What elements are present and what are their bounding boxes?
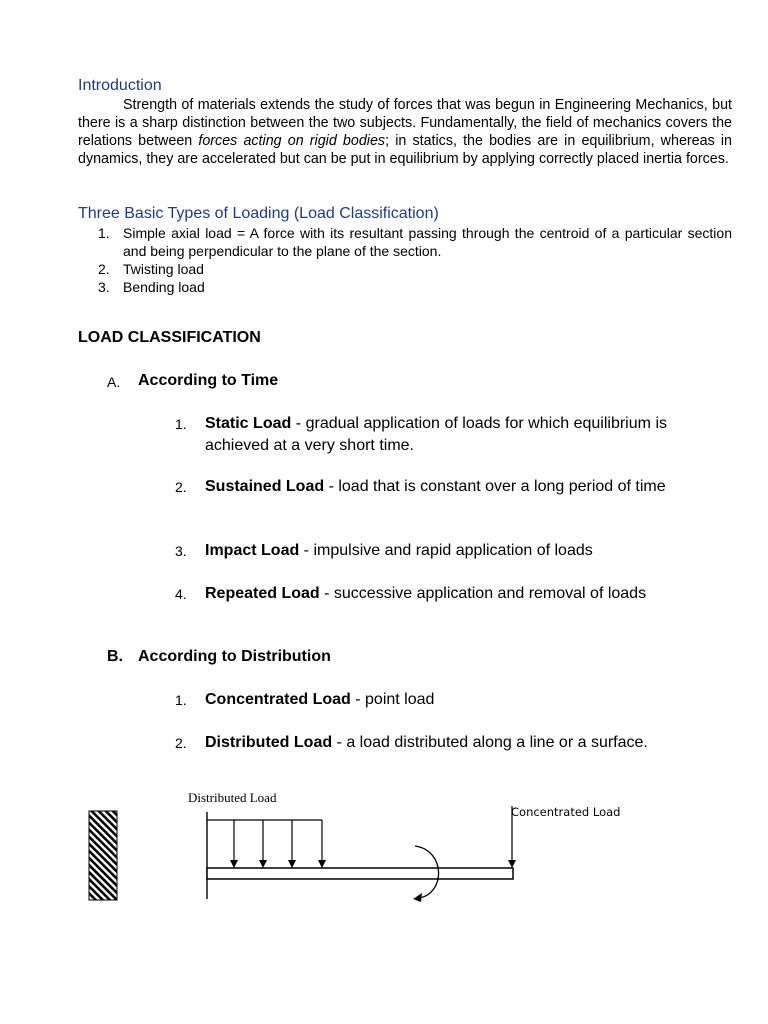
item-number: 2. bbox=[175, 479, 187, 495]
item-description: - impulsive and rapid application of loads bbox=[299, 542, 593, 559]
item-term: Sustained Load bbox=[205, 478, 325, 495]
intro-text-part1: Strength of materials extends the study of forces that was begun in Engineering Mechanics, but there is a sharp distinction between the two subjects. Fundamentally, the field of mechanics covers the relations between bbox=[78, 97, 732, 149]
beam bbox=[207, 868, 513, 879]
item-description: - point load bbox=[350, 691, 435, 708]
item-description: - load that is constant over a long period of time bbox=[324, 478, 666, 495]
item-description: - a load distributed along a line or a surface. bbox=[332, 734, 648, 751]
item-number: 3. bbox=[175, 543, 187, 559]
list-number: 2. bbox=[98, 261, 110, 277]
section-a-letter: A. bbox=[107, 374, 121, 390]
concentrated-load-label: Concentrated Load bbox=[511, 805, 621, 819]
wall-support bbox=[89, 811, 117, 900]
intro-text-italic: forces acting on rigid bodies bbox=[198, 133, 386, 149]
intro-text-part2: ; in statics, the bodies are in equilibrium, whereas in dynamics, they are accelerated but can be put in equilibrium by applying correctly placed inertia forces. bbox=[78, 133, 732, 167]
list-number: 1. bbox=[98, 225, 110, 241]
load-classification-title: LOAD CLASSIFICATION bbox=[78, 329, 261, 346]
section-b-letter: B. bbox=[107, 648, 123, 665]
item-description: - gradual application of loads for which equilibrium is achieved at a very short time. bbox=[205, 415, 667, 454]
item-term: Concentrated Load bbox=[205, 691, 351, 708]
section-b-title: According to Distribution bbox=[138, 648, 331, 665]
distributed-load-arrows bbox=[230, 820, 326, 868]
item-term: Distributed Load bbox=[205, 734, 333, 751]
item-number: 4. bbox=[175, 586, 187, 602]
concentrated-load-arrow bbox=[508, 806, 516, 868]
list-text: Bending load bbox=[123, 279, 205, 295]
section-a-title: According to Time bbox=[138, 372, 279, 389]
distributed-load-label: Distributed Load bbox=[188, 790, 277, 805]
list-text: Twisting load bbox=[123, 261, 204, 277]
intro-heading: Introduction bbox=[78, 77, 162, 94]
basic-types-heading: Three Basic Types of Loading (Load Classification) bbox=[78, 205, 439, 222]
item-term: Static Load bbox=[205, 415, 292, 432]
item-number: 2. bbox=[175, 735, 187, 751]
item-term: Impact Load bbox=[205, 542, 300, 559]
list-number: 3. bbox=[98, 279, 110, 295]
item-description: - successive application and removal of loads bbox=[319, 585, 647, 602]
item-number: 1. bbox=[175, 416, 187, 432]
list-text: Simple axial load = A force with its resultant passing through the centroid of a particular section and being perpendicular to the plane of the section. bbox=[123, 225, 732, 259]
item-term: Repeated Load bbox=[205, 585, 320, 602]
item-number: 1. bbox=[175, 692, 187, 708]
